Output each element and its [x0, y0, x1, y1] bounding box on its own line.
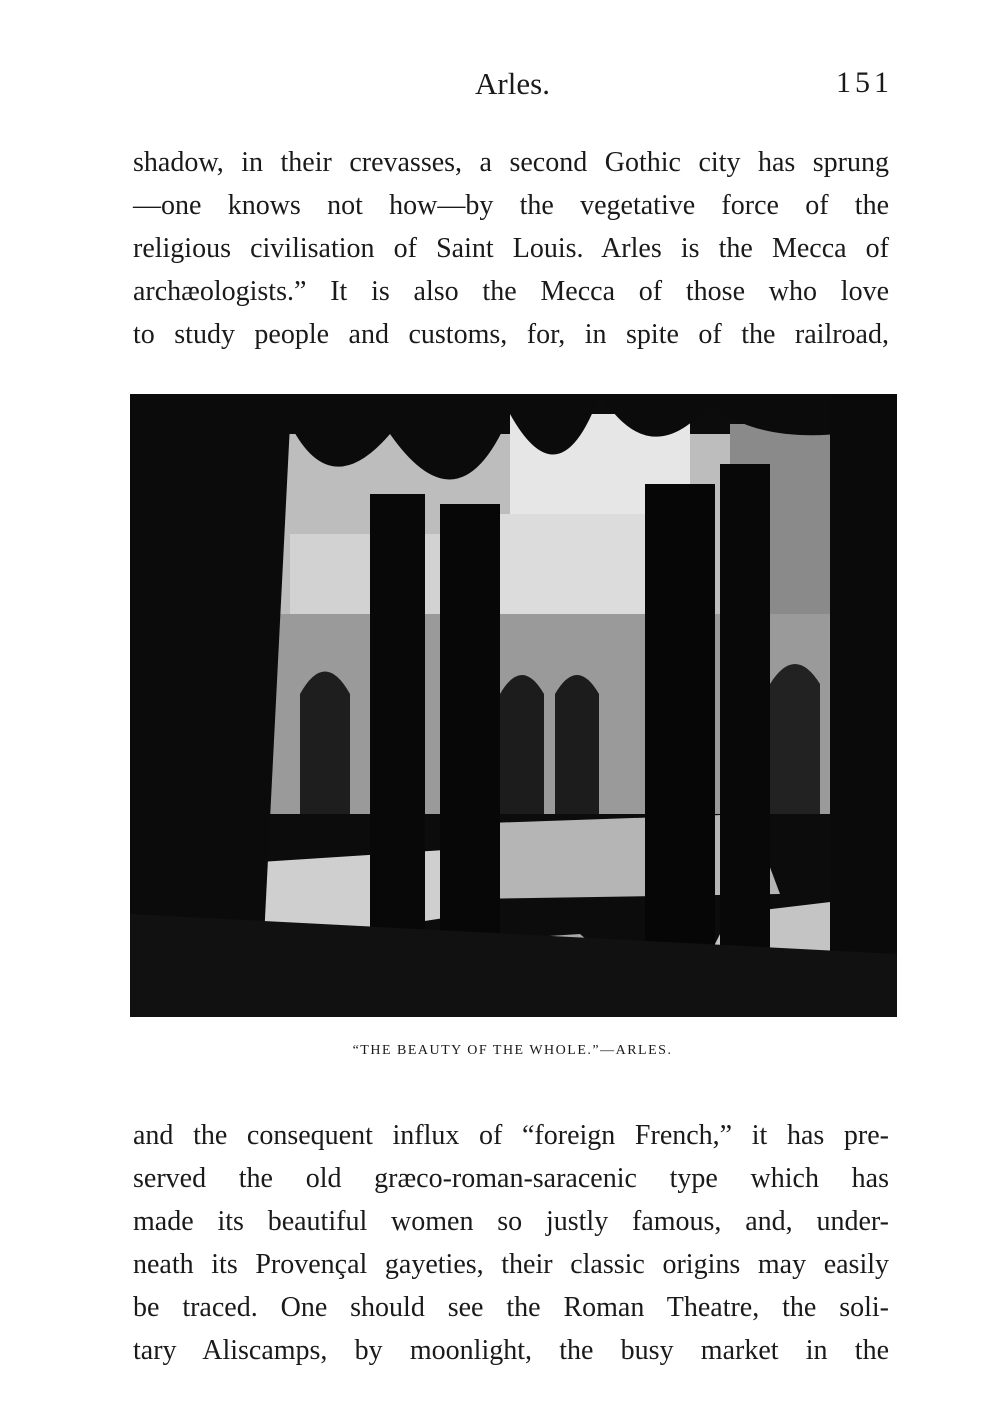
text-line: archæologists.” It is also the Mecca of those who love: [133, 276, 889, 307]
text-line: tary Aliscamps, by moonlight, the busy market in the: [133, 1335, 889, 1366]
page-number: 151: [836, 66, 893, 99]
text-line: religious civilisation of Saint Louis. Arles is the Mecca of: [133, 233, 889, 264]
cloister-photograph: [130, 394, 897, 1017]
body-text-top: [133, 141, 889, 356]
text-line: served the old græco-roman-saracenic type which has: [133, 1163, 889, 1194]
figure-caption: “THE BEAUTY OF THE WHOLE.”—ARLES.: [352, 1043, 673, 1058]
text-line: —one knows not how—by the vegetative force of the: [133, 190, 889, 221]
page-header: [0, 66, 1000, 106]
running-title: Arles.: [475, 66, 550, 101]
text-line: to study people and customs, for, in spite of the railroad,: [133, 319, 889, 350]
text-line: neath its Provençal gayeties, their classic origins may easily: [133, 1249, 889, 1280]
text-line: be traced. One should see the Roman Theatre, the soli-: [133, 1292, 889, 1323]
text-line: and the consequent influx of “foreign French,” it has pre-: [133, 1120, 889, 1151]
text-line: made its beautiful women so justly famous, and, under-: [133, 1206, 889, 1237]
text-line: shadow, in their crevasses, a second Gothic city has sprung: [133, 147, 889, 178]
body-text-bottom: [133, 1114, 889, 1372]
